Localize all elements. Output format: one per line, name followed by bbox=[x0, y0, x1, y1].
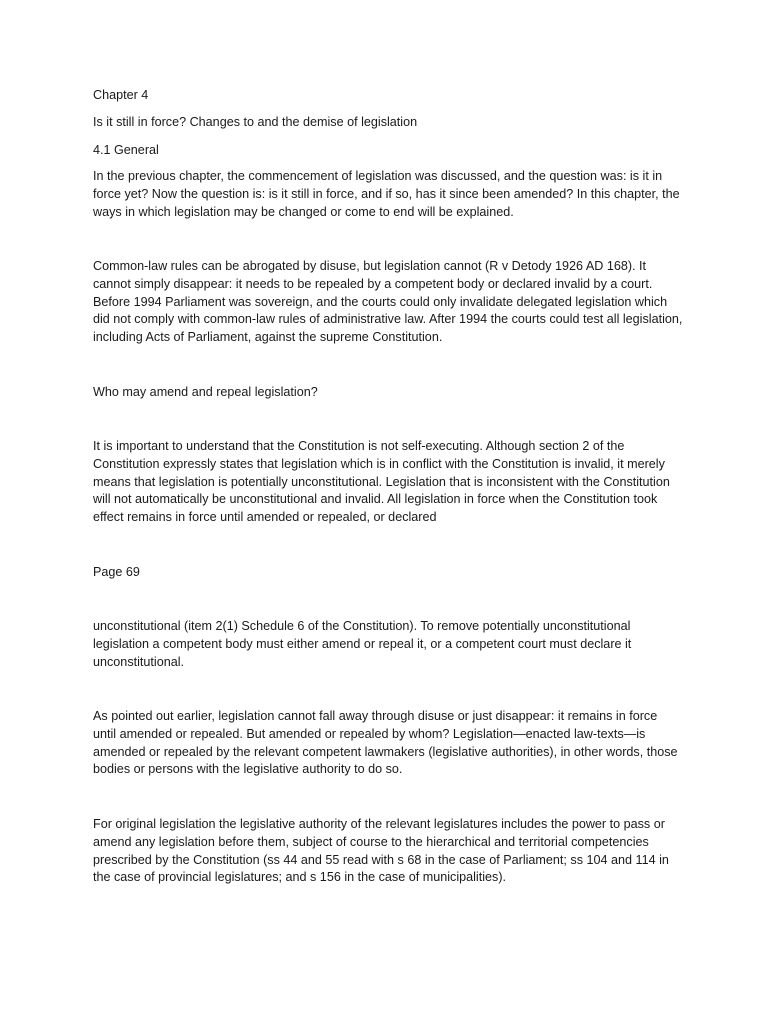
paragraph-constitution: It is important to understand that the Constitution is not self-executing. Although section 2 of the Constitution expressly states that legislation which is in conflict with the Constitution is invalid, it merely means that legislation is potentially unconstitutional. Legislation that is inconsistent with the Constitution will not automatically be unconstitutional and invalid. All legislation in force when the Constitution took effect remains in force until amended or repealed, or declared bbox=[93, 439, 670, 525]
section-heading: 4.1 General bbox=[93, 143, 159, 157]
paragraph-amended-by-whom: As pointed out earlier, legislation cannot fall away through disuse or just disappear: it remains in force until amended or repealed. But amended or repealed by whom? Legislation—enacted law-texts—is amended or repealed by the relevant competent lawmakers (legislative authorities), in other words, those bodies or persons with the legislative authority to do so. bbox=[93, 709, 678, 777]
subheading-who-may-amend: Who may amend and repeal legislation? bbox=[93, 385, 318, 399]
paragraph-disuse: Common-law rules can be abrogated by disuse, but legislation cannot (R v Detody 1926 AD 168). It cannot simply disappear: it needs to be repealed by a competent body or declared invalid by a court. Before 1994 Parliament was sovereign, and the courts could only invalidate delegated legislation which did not comply with common-law rules of administrative law. After 1994 the courts could test all legislation, including Acts of Parliament, against the supreme Constitution. bbox=[93, 259, 683, 345]
paragraph-original-legislation: For original legislation the legislative authority of the relevant legislatures includes the power to pass or amend any legislation before them, subject of course to the hierarchical and territorial competencies prescribed by the Constitution (ss 44 and 55 read with s 68 in the case of Parliament; ss 104 and 114 in the case of provincial legislatures; and s 156 in the case of municipalities). bbox=[93, 817, 669, 885]
paragraph-unconstitutional: unconstitutional (item 2(1) Schedule 6 of the Constitution). To remove potentially unconstitutional legislation a competent body must either amend or repeal it, or a competent court must declare it unconstitutional. bbox=[93, 619, 632, 669]
chapter-label: Chapter 4 bbox=[93, 88, 149, 102]
paragraph-intro: In the previous chapter, the commencement of legislation was discussed, and the question was: is it in force yet? Now the question is: is it still in force, and if so, has it since been amended? In this chapter, the ways in which legislation may be changed or come to end will be explained. bbox=[93, 169, 680, 219]
page-number: Page 69 bbox=[93, 565, 140, 579]
chapter-title: Is it still in force? Changes to and the demise of legislation bbox=[93, 115, 418, 129]
